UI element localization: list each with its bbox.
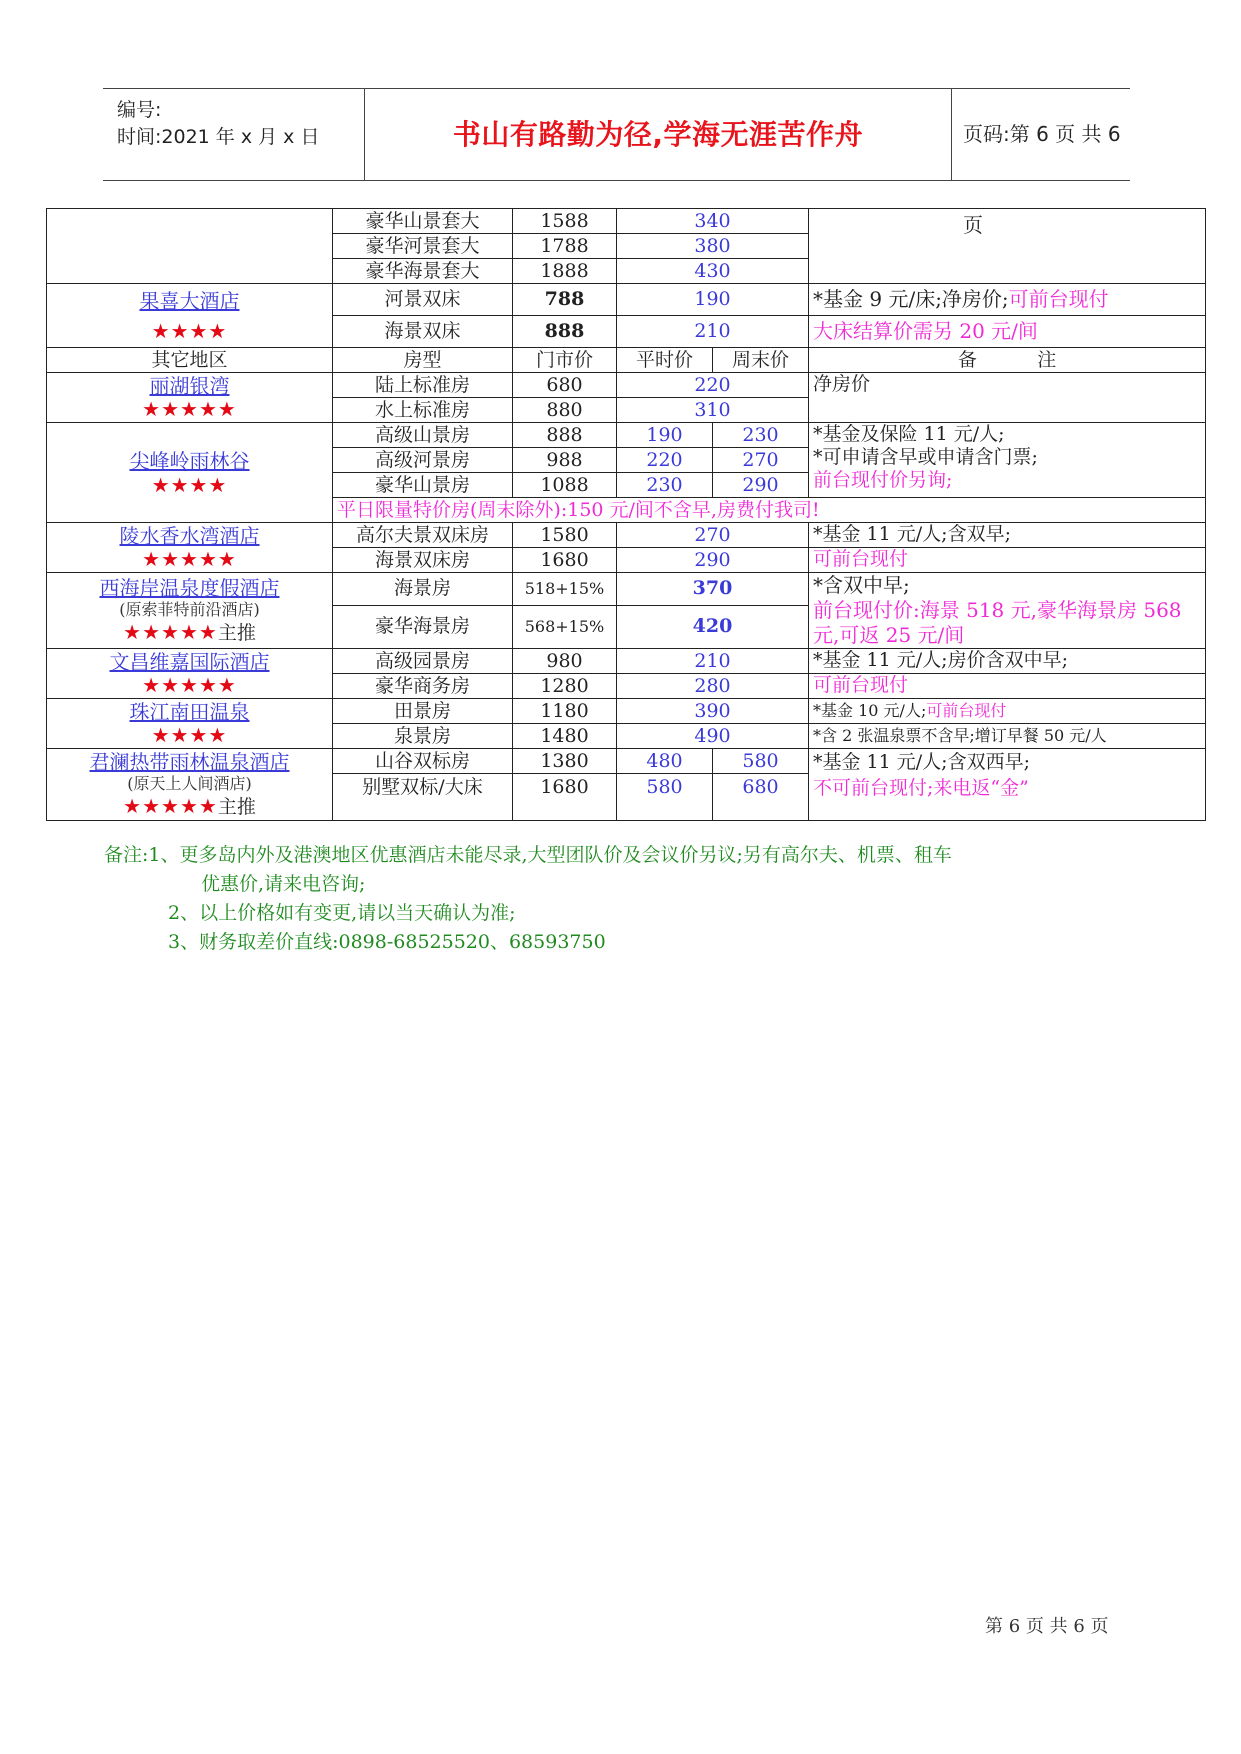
price: 220 [617,373,809,398]
note-cell [809,749,1206,821]
room-type: 别墅双标/大床 [333,774,513,821]
room-type: 海景双床房 [333,548,513,573]
column-header-rack: 门市价 [513,348,617,373]
column-header-note: 备 注 [809,348,1206,373]
rack-price: 980 [513,649,617,674]
rack-price: 1588 [513,209,617,234]
room-type: 豪华河景套大 [333,234,513,259]
rack-price: 1480 [513,724,617,749]
remark-line: 2、以上价格如有变更,请以当天确认为准; [168,902,516,924]
star-rating: ★★★★★ [123,620,218,644]
star-rating: ★★★★★ [142,396,237,421]
hotel-link-lihu[interactable]: 丽湖银湾 [149,373,230,398]
rack-price: 888 [513,423,617,448]
rack-price: 1280 [513,674,617,699]
note-cell [809,573,1206,649]
table-row [47,573,1206,606]
note-text: *基金 11 元/人;含双西早; [813,751,1030,773]
rack-price: 680 [513,373,617,398]
column-header-weekend: 周末价 [713,348,809,373]
price: 370 [617,573,809,606]
hotel-cell [47,423,333,523]
rack-price: 1680 [513,548,617,573]
room-type: 陆上标准房 [333,373,513,398]
remark-line: 优惠价,请来电咨询; [201,873,366,895]
rack-price: 1180 [513,699,617,724]
note-text: 大床结算价需另 20 元/间 [809,316,1206,348]
hotel-cell [47,649,333,699]
note-text: *含双中早; [813,573,910,597]
weekday-price: 190 [617,423,713,448]
weekday-price: 480 [617,749,713,774]
note-text: *基金 11 元/人;房价含双中早; [809,649,1206,674]
room-type: 高级园景房 [333,649,513,674]
hotel-cell [47,699,333,749]
rack-price: 788 [513,284,617,316]
star-rating: ★★★★★ [123,794,218,818]
room-type: 泉景房 [333,724,513,749]
hotel-cell [47,373,333,423]
note-text: *含 2 张温泉票不含早;增订早餐 50 元/人 [809,724,1206,749]
star-rating: ★★★★ [151,722,228,747]
hotel-link-lingshui[interactable]: 陵水香水湾酒店 [119,523,260,548]
price: 490 [617,724,809,749]
note-highlight: 前台现付价:海景 518 元,豪华海景房 568 元,可返 25 元/间 [813,598,1182,647]
hotel-cell [47,523,333,573]
page-footer: 第 6 页 共 6 页 [985,1616,1109,1637]
hotel-cell-empty [47,209,333,284]
price: 280 [617,674,809,699]
price: 390 [617,699,809,724]
note-text: *基金 10 元/人; [813,701,927,720]
room-type: 豪华海景房 [333,605,513,648]
hotel-cell [47,749,333,821]
weekend-price: 580 [713,749,809,774]
room-type: 豪华商务房 [333,674,513,699]
room-type: 山谷双标房 [333,749,513,774]
star-rating: ★★★★★ [142,546,237,571]
former-name: (原索菲特前沿酒店) [119,600,260,619]
price: 420 [617,605,809,648]
price: 290 [617,548,809,573]
note-cell [809,423,1206,498]
page-number-label: 页码:第 6 页 共 6 页 [963,122,1121,237]
room-type: 田景房 [333,699,513,724]
note-cell-empty [809,209,1206,284]
table-row [47,749,1206,774]
table-row [47,423,1206,448]
room-type: 高级河景房 [333,448,513,473]
table-header-row [47,348,1206,373]
weekday-price: 230 [617,473,713,498]
note-text: 净房价 [809,373,1206,423]
note-highlight: 前台现付价另询; [813,469,953,491]
note-text: *可申请含早或申请含门票; [813,446,1038,468]
table-row [47,649,1206,674]
price: 270 [617,523,809,548]
rack-price: 1580 [513,523,617,548]
star-rating: ★★★★★ [142,672,237,697]
weekday-price: 580 [617,774,713,821]
table-row [47,284,1206,316]
room-type: 水上标准房 [333,398,513,423]
rack-price: 568+15% [513,605,617,648]
room-type: 豪华海景套大 [333,259,513,284]
hotel-link-zhujiang[interactable]: 珠江南田温泉 [129,699,250,724]
room-type: 高尔夫景双床房 [333,523,513,548]
note-text: *基金 11 元/人;含双早; [809,523,1206,548]
room-type: 豪华山景套大 [333,209,513,234]
remark-line: 备注:1、更多岛内外及港澳地区优惠酒店未能尽录,大型团队价及会议价另议;另有高尔夫、机票、租车 [104,844,952,866]
rack-price: 988 [513,448,617,473]
weekend-price: 230 [713,423,809,448]
rack-price: 888 [513,316,617,348]
weekend-price: 290 [713,473,809,498]
star-rating: ★★★★ [151,318,228,343]
room-type: 河景双床 [333,284,513,316]
hotel-link-jianfeng[interactable]: 尖峰岭雨林谷 [129,448,250,473]
special-offer: 平日限量特价房(周末除外):150 元/间不含早,房费付我司! [333,498,1206,523]
price: 210 [617,649,809,674]
weekend-price: 270 [713,448,809,473]
rack-price: 518+15% [513,573,617,606]
note-highlight: 可前台现付 [809,548,1206,573]
table-row [47,523,1206,548]
price: 210 [617,316,809,348]
rack-price: 1380 [513,749,617,774]
hotel-link-junlan[interactable]: 君澜热带雨林温泉酒店 [89,750,290,774]
weekday-price: 220 [617,448,713,473]
room-type: 豪华山景房 [333,473,513,498]
promo-tag: 主推 [217,796,256,818]
hotel-cell [47,573,333,649]
promo-tag: 主推 [217,622,256,644]
price: 340 [617,209,809,234]
remark-line: 3、财务取差价直线:0898-68525520、68593750 [168,931,606,953]
column-header-weekday: 平时价 [617,348,713,373]
table-row [47,209,1206,234]
rack-price: 1680 [513,774,617,821]
rack-price: 1088 [513,473,617,498]
hotel-price-table [46,208,1206,821]
time-label: 时间:2021 年 x 月 x 日 [117,126,320,148]
note-highlight: 可前台现付 [926,701,1007,720]
note-highlight: 可前台现付 [1008,287,1109,311]
motto: 书山有路勤为径,学海无涯苦作舟 [365,89,952,180]
room-type: 海景双床 [333,316,513,348]
note-highlight: 可前台现付 [809,674,1206,699]
note-cell [809,284,1206,316]
star-rating: ★★★★ [151,472,228,497]
price: 190 [617,284,809,316]
header-meta [103,89,365,180]
note-highlight: 不可前台现付;来电返“金” [813,777,1029,799]
room-type: 海景房 [333,573,513,606]
hotel-link-guoxi[interactable]: 果喜大酒店 [139,288,240,313]
note-text: *基金及保险 11 元/人; [813,423,1005,445]
column-header-room: 房型 [333,348,513,373]
column-header-region: 其它地区 [47,348,333,373]
remarks [104,841,952,957]
table-row [47,373,1206,398]
note-cell [809,699,1206,724]
price: 380 [617,234,809,259]
hotel-link-wenchang[interactable]: 文昌维嘉国际酒店 [109,649,270,674]
price: 310 [617,398,809,423]
price: 430 [617,259,809,284]
rack-price: 1888 [513,259,617,284]
hotel-cell [47,284,333,348]
table-row [47,699,1206,724]
former-name: (原天上人间酒店) [127,774,252,793]
weekend-price: 680 [713,774,809,821]
rack-price: 1788 [513,234,617,259]
number-label: 编号: [117,99,162,121]
room-type: 高级山景房 [333,423,513,448]
note-text: *基金 9 元/床;净房价; [813,287,1009,311]
hotel-link-xihaian[interactable]: 西海岸温泉度假酒店 [99,576,280,600]
rack-price: 880 [513,398,617,423]
